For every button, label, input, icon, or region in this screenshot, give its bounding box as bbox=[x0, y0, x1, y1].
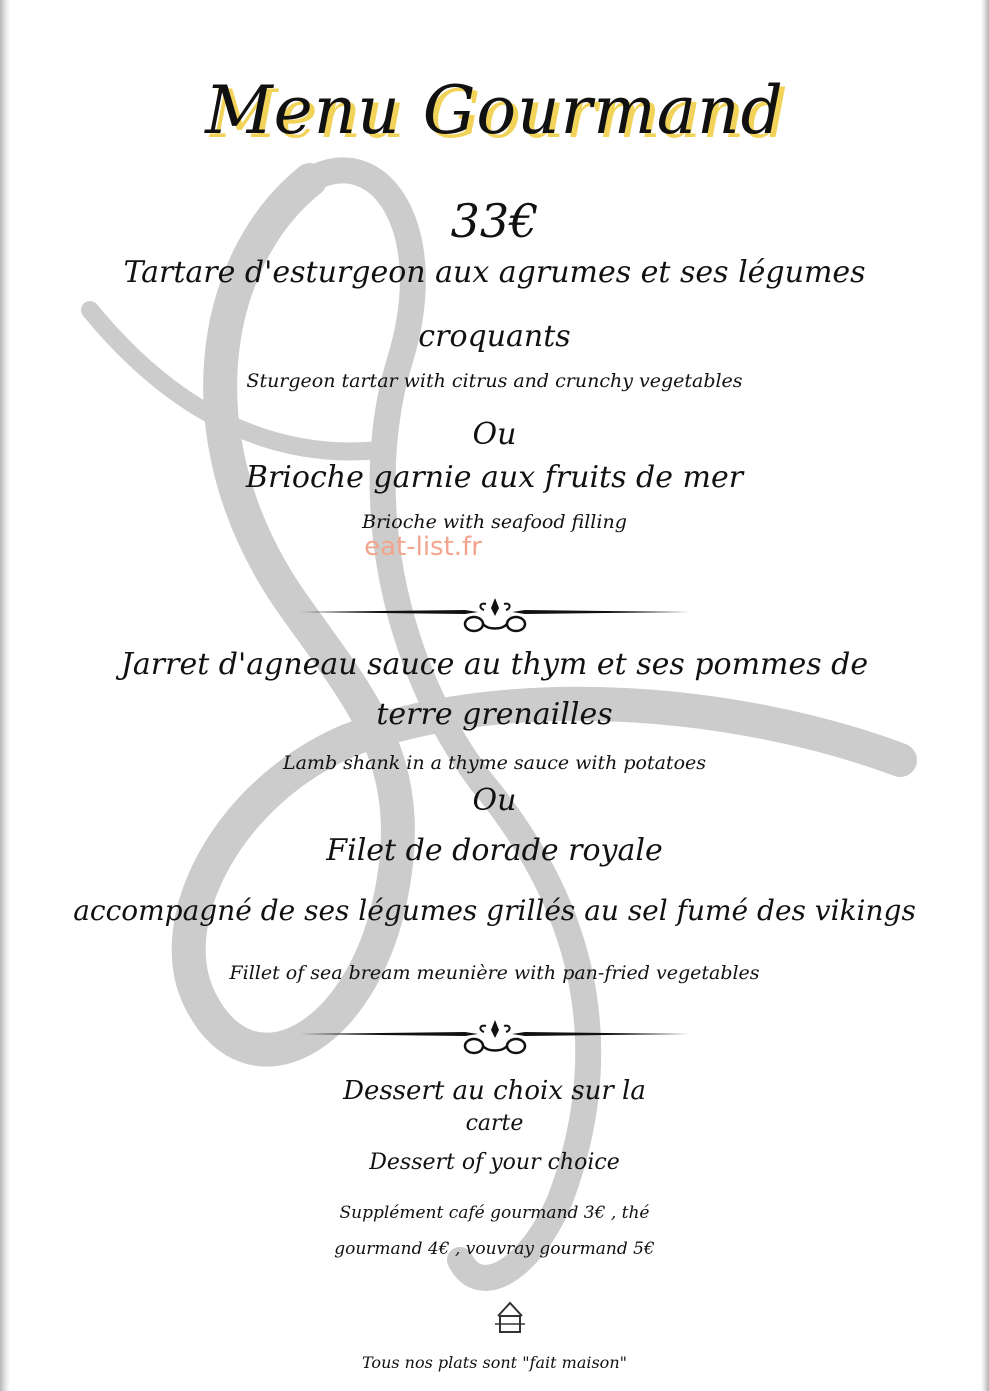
starter-2-title: Brioche garnie aux fruits de mer bbox=[245, 460, 744, 495]
site-watermark-text: eat-list.fr bbox=[364, 532, 482, 562]
main-1-translation: Lamb shank in a thyme sauce with potatoes bbox=[282, 752, 707, 774]
menu-price: 33€ bbox=[450, 194, 539, 248]
main-1-title-line1: Jarret d'agneau sauce au thym et ses pommes de bbox=[120, 647, 869, 682]
house-icon bbox=[493, 1300, 527, 1336]
starter-1-translation: Sturgeon tartar with citrus and crunchy vegetables bbox=[246, 370, 743, 392]
starter-1-title-line1: Tartare d'esturgeon aux agrumes et ses légumes bbox=[123, 255, 866, 290]
dessert-title-line2: carte bbox=[465, 1111, 524, 1136]
menu-title: Menu Gourmand bbox=[205, 72, 784, 149]
main-or-label: Ou bbox=[472, 783, 517, 818]
supplement-line1: Supplément café gourmand 3€ , thé bbox=[339, 1203, 650, 1223]
ornament-divider bbox=[300, 1016, 690, 1056]
main-2-translation: Fillet of sea bream meunière with pan-fried vegetables bbox=[229, 962, 760, 984]
starter-or-label: Ou bbox=[472, 417, 517, 452]
ornament-divider bbox=[300, 594, 690, 634]
starter-1-title-line2: croquants bbox=[418, 319, 571, 354]
main-2-title-line2: accompagné de ses légumes grillés au sel fumé des vikings bbox=[73, 894, 916, 927]
starter-2-translation: Brioche with seafood filling bbox=[362, 511, 627, 533]
main-2-title-line1: Filet de dorade royale bbox=[326, 833, 663, 868]
dessert-translation: Dessert of your choice bbox=[369, 1150, 620, 1175]
main-1-title-line2: terre grenailles bbox=[376, 697, 613, 732]
homemade-note: Tous nos plats sont "fait maison" bbox=[362, 1353, 627, 1372]
dessert-title-line1: Dessert au choix sur la bbox=[343, 1076, 646, 1106]
supplement-line2: gourmand 4€ , vouvray gourmand 5€ bbox=[334, 1239, 655, 1259]
